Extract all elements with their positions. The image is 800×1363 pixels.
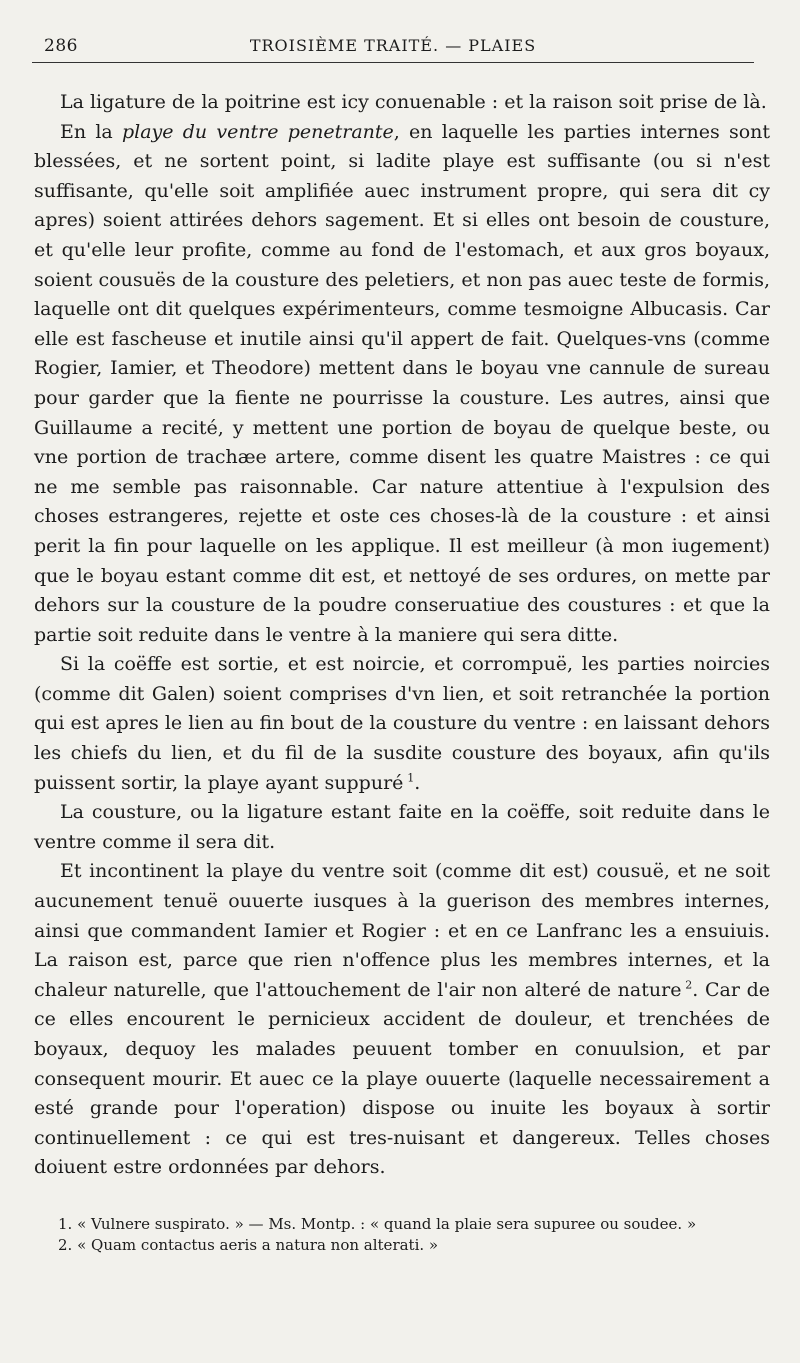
footnote-1: 1. « Vulnere suspirato. » — Ms. Montp. : « quand la plaie sera supuree ou soudee. » [58, 1215, 697, 1233]
paragraph-2: En la playe du ventre penetrante, en laquelle les parties internes sont blessées, et ne sortent point, si ladite playe est suffisante (ou si n'est suffisante, qu'elle soit amplifiée auec instrument propre, qui sera dit cy apres) soient attirées dehors sagement. Et si elles ont besoin de cousture, et qu'elle leur profite, comme au fond de l'estomach, et aux gros boyaux, soient cousuës de la cousture des peletiers, et non pas auec teste de formis, laquelle ont dit quelques expérimenteurs, comme tesmoigne Albucasis. Car elle est fascheuse et inutile ainsi qu'il appert de fait. Quelques-vns (comme Rogier, Iamier, et Theodore) mettent dans le boyau vne cannule de sureau pour garder que la fiente ne pourrisse la cousture. Les autres, ainsi que Guillaume a recité, y mettent une portion de boyau de quelque beste, ou vne portion de trachæe artere, comme disent les quatre Maistres : ce qui ne me semble pas raisonnable. Car nature attentiue à l'expulsion des choses estrangeres, rejette et oste ces choses-là de la cousture : et ainsi perit la fin pour laquelle on les applique. Il est meilleur (à mon iugement) que le boyau estant comme dit est, et nettoyé de ses ordures, on mette par dehors sur la cousture de la poudre conseruatiue des coustures : et que la partie soit reduite dans le ventre à la maniere qui sera ditte. [34, 120, 771, 646]
italic-term: playe du ventre penetrante [121, 120, 394, 143]
paragraph-1: La ligature de la poitrine est icy conuenable : et la raison soit prise de là. [60, 91, 767, 113]
running-title: TROISIÈME TRAITÉ. — PLAIES [249, 36, 537, 55]
footnotes [36, 1214, 776, 1256]
footnote-ref-1[interactable]: 1 [407, 771, 415, 785]
page-header [32, 30, 754, 63]
paragraph-5: Et incontinent la playe du ventre soit (comme dit est) cousuë, et ne soit aucunement tenuë ouuerte iusques à la guerison des membres internes, ainsi que commandent Iamier et Rogier : et en ce Lanfranc les a ensuiuis. La raison est, parce que rien n'offence plus les membres internes, et la chaleur naturelle, que l'attouchement de l'air non alteré de nature $^2$. Car de ce elles encourent le pernicieux accident de douleur, et trenchées de boyaux, dequoy les malades peuuent tomber en conuulsion, et par consequent mourir. Et auec ce la playe ouuerte (laquelle necessairement a esté grande pour l'operation) dispose ou inuite les boyaux à sortir continuellement : ce qui est tres-nuisant et dangereux. Telles choses doiuent estre ordonnées par dehors. [34, 860, 770, 1179]
footnote-2: 2. « Quam contactus aeris a natura non alterati. » [58, 1236, 439, 1254]
paragraph-3: Si la coëffe est sortie, et est noircie, et corrompuë, les parties noircies (comme dit Galen) soient comprises d'vn lien, et soit retranchée la portion qui est apres le lien au fin bout de la cousture du ventre : en laissant dehors les chiefs du lien, et du fil de la susdite cousture des boyaux, afin qu'ils puissent sortir, la playe ayant suppuré $^1$. [34, 653, 770, 794]
footnote-ref-2[interactable]: 2 [685, 978, 693, 992]
paragraph-4: La cousture, ou la ligature estant faite en la coëffe, soit reduite dans le ventre comme il sera dit. [34, 801, 770, 853]
body-text [34, 88, 770, 1183]
page-number: 286 [44, 36, 78, 56]
